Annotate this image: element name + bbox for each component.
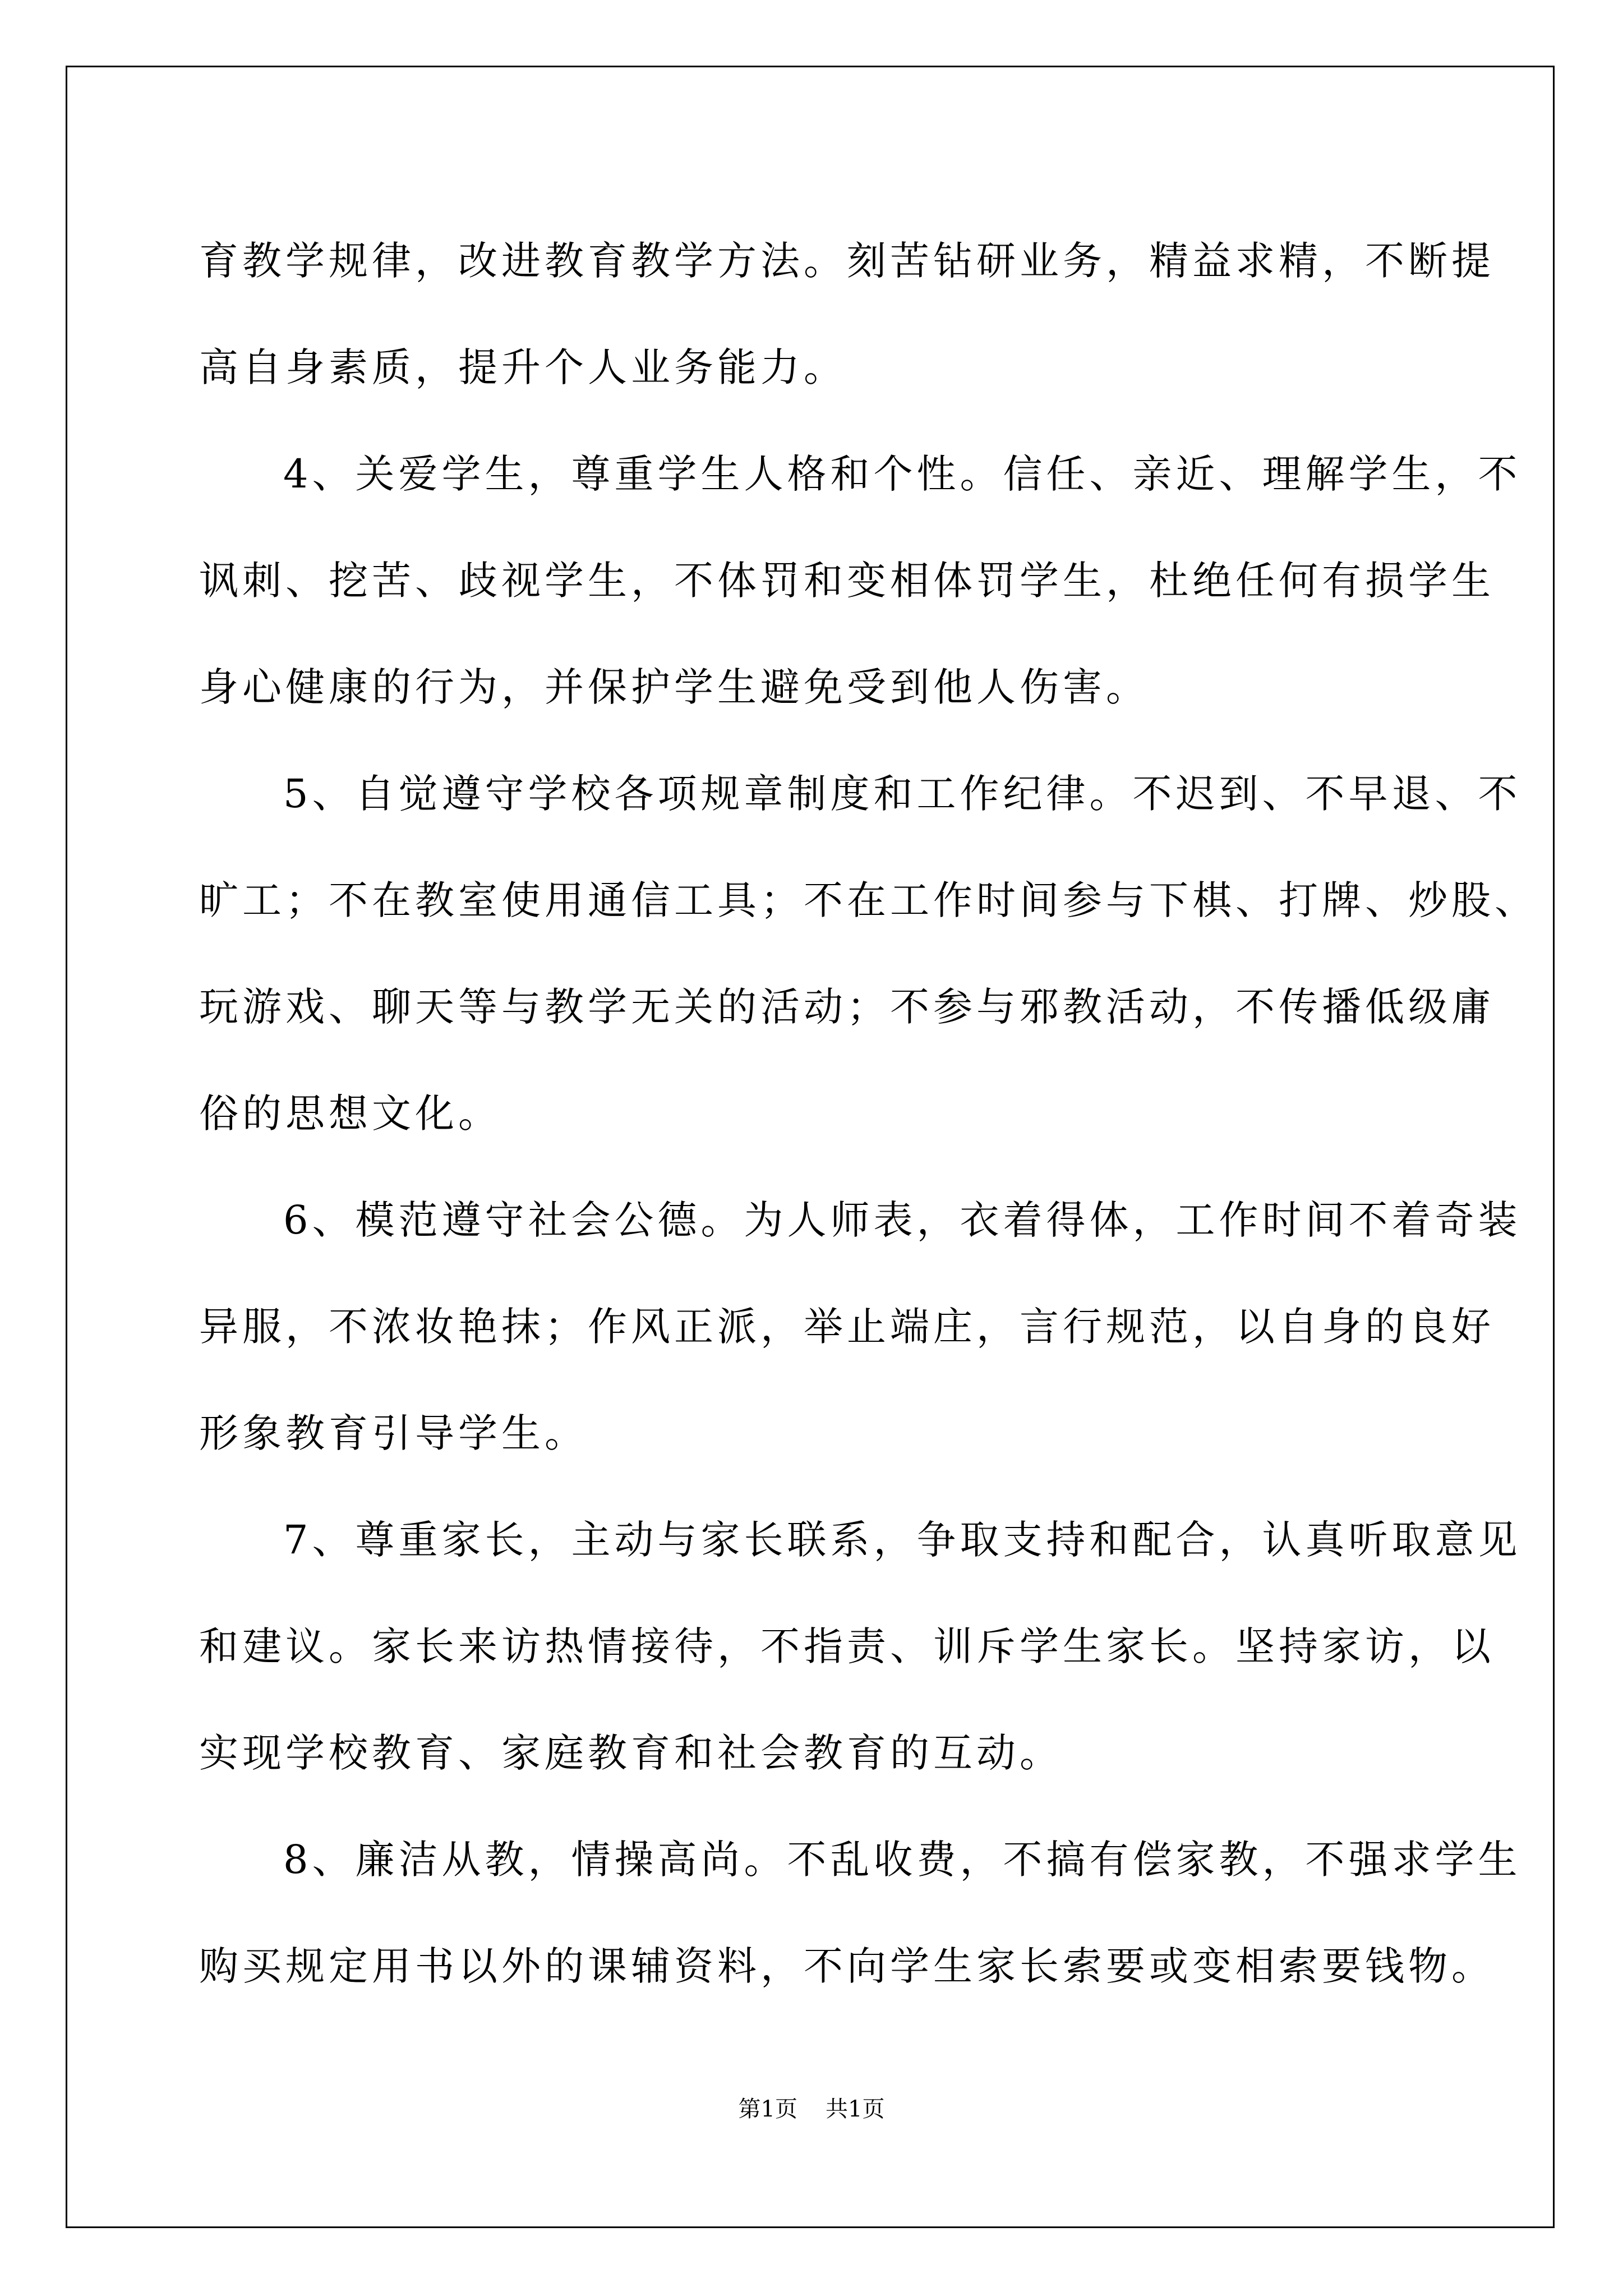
text-line: 高自身素质，提升个人业务能力。 <box>199 344 847 390</box>
page-total: 共1页 <box>826 2096 885 2122</box>
text-line: 6、模范遵守社会公德。为人师表，衣着得体，工作时间不着奇装 <box>283 1197 1521 1243</box>
text-line: 讽刺、挖苦、歧视学生，不体罚和变相体罚学生，杜绝任何有损学生 <box>199 558 1495 604</box>
page-number: 第1页 <box>738 2096 797 2122</box>
text-line: 形象教育引导学生。 <box>199 1410 588 1456</box>
paragraph-item-5 <box>199 740 1538 1167</box>
text-line: 5、自觉遵守学校各项规章制度和工作纪律。不迟到、不早退、不 <box>283 771 1521 817</box>
paragraph-item-6 <box>199 1167 1521 1487</box>
text-line: 8、廉洁从教，情操高尚。不乱收费，不搞有偿家教，不强求学生 <box>283 1837 1521 1883</box>
text-line: 身心健康的行为，并保护学生避免受到他人伤害。 <box>199 664 1149 710</box>
text-line: 7、尊重家长，主动与家长联系，争取支持和配合，认真听取意见 <box>283 1517 1521 1563</box>
text-line: 和建议。家长来访热情接待，不指责、训斥学生家长。坚持家访，以 <box>199 1623 1495 1669</box>
paragraph-item-8 <box>199 1806 1521 2019</box>
text-line: 旷工；不在教室使用通信工具；不在工作时间参与下棋、打牌、炒股、 <box>199 877 1538 923</box>
text-line: 玩游戏、聊天等与教学无关的活动；不参与邪教活动，不传播低级庸 <box>199 984 1495 1030</box>
paragraph-item-7 <box>199 1487 1521 1806</box>
text-line: 实现学校教育、家庭教育和社会教育的互动。 <box>199 1730 1063 1776</box>
text-line: 异服，不浓妆艳抹；作风正派，举止端庄，言行规范，以自身的良好 <box>199 1304 1495 1350</box>
paragraph-item-4 <box>199 421 1521 740</box>
text-line: 购买规定用书以外的课辅资料，不向学生家长索要或变相索要钱物。 <box>199 1943 1495 1989</box>
page-footer <box>0 2092 1623 2126</box>
text-line: 4、关爱学生，尊重学生人格和个性。信任、亲近、理解学生，不 <box>283 451 1521 497</box>
text-line: 俗的思想文化。 <box>199 1091 501 1137</box>
document-body <box>199 208 1538 2019</box>
text-line: 育教学规律，改进教育教学方法。刻苦钻研业务，精益求精，不断提 <box>199 238 1495 284</box>
paragraph-continuation <box>199 208 1495 421</box>
